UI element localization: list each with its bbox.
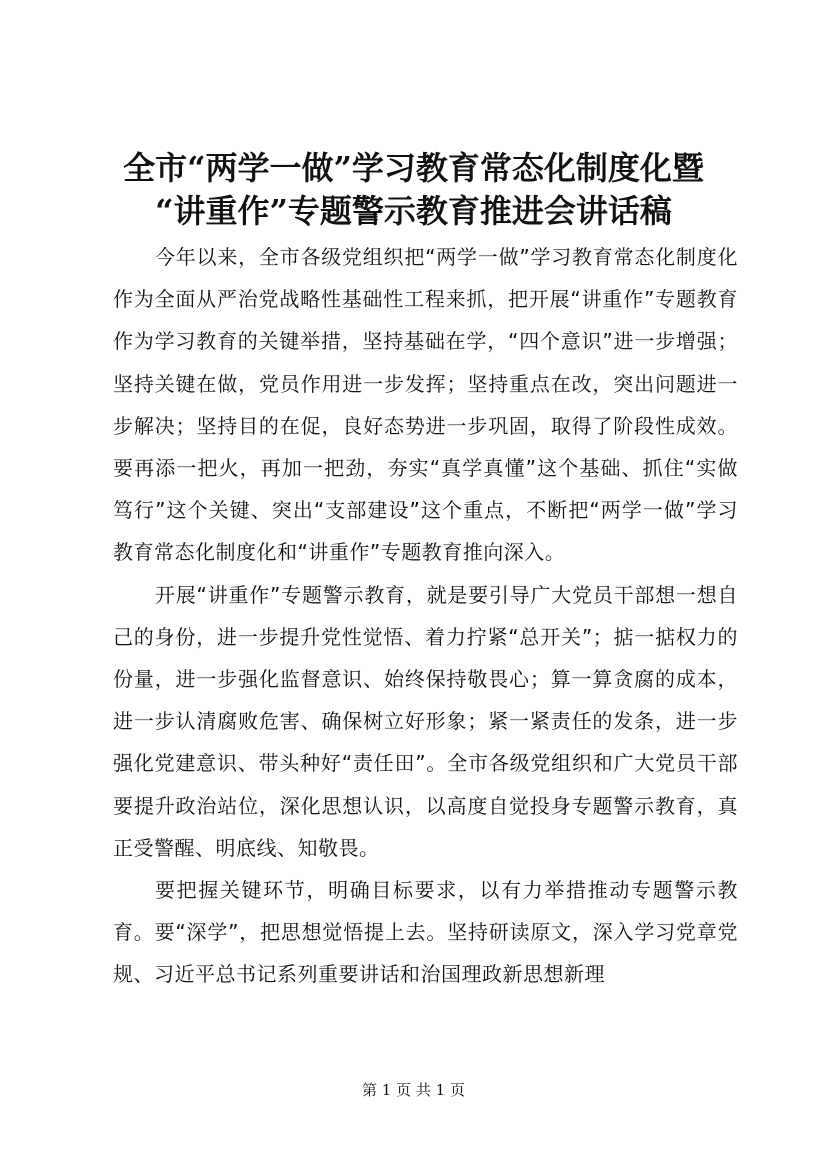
paragraph: 开展“讲重作”专题警示教育，就是要引导广大党员干部想一想自己的身份，进一步提升党性觉悟、着力拧紧“总开关”；掂一掂权力的份量，进一步强化监督意识、始终保持敬畏心；算一算贪腐的成本，进一步认清腐败危害、确保树立好形象；紧一紧责任的发条，进一步强化党建意识、带头种好“责任田”。全市各级党组织和广大党员干部要提升政治站位，深化思想认识，以高度自觉投身专题警示教育，真正受警醒、明底线、知敬畏。 (113, 582, 738, 860)
page-footer: 第 1 页 共 1 页 (362, 1081, 465, 1099)
paragraph: 要把握关键环节，明确目标要求，以有力举措推动专题警示教育。要“深学”，把思想觉悟提上去。坚持研读原文，深入学习党章党规、习近平总书记系列重要讲话和治国理政新思想新理 (113, 878, 738, 987)
document-title-line-2: “讲重作”专题警示教育推进会讲话稿 (155, 192, 672, 230)
document-body (113, 236, 738, 996)
document-title-line-1: 全市“两学一做”学习教育常态化制度化暨 (123, 149, 704, 187)
paragraph: 今年以来，全市各级党组织把“两学一做”学习教育常态化制度化作为全面从严治党战略性基础性工程来抓，把开展“讲重作”专题教育作为学习教育的关键举措，坚持基础在学，“四个意识”进一步增强；坚持关键在做，党员作用进一步发挥；坚持重点在改，突出问题进一步解决；坚持目的在促，良好态势进一步巩固，取得了阶段性成效。要再添一把火，再加一把劲，夯实“真学真懂”这个基础、抓住“实做笃行”这个关键、突出“支部建设”这个重点，不断把“两学一做”学习教育常态化制度化和“讲重作”专题教育推向深入。 (113, 245, 738, 565)
